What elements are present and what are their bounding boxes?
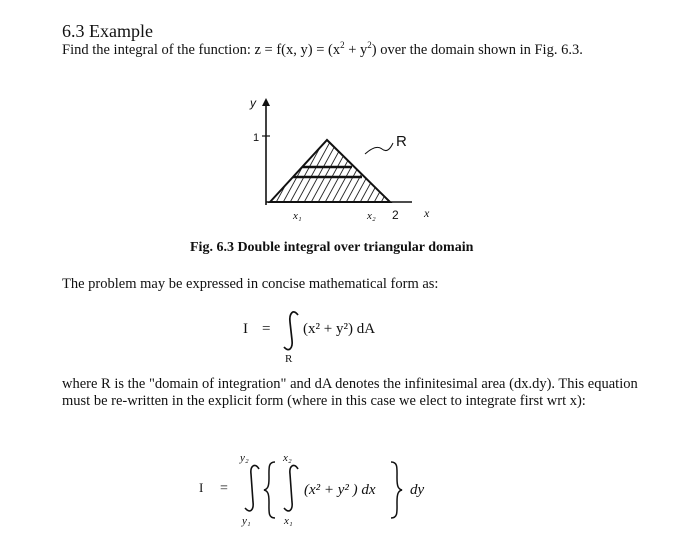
right-brace	[391, 462, 402, 518]
eq2-inner-integral-sign	[284, 465, 298, 510]
eq1-equals: =	[262, 321, 271, 337]
eq2-inner-lower: x₁	[284, 515, 293, 527]
problem-text-mid: + y	[344, 42, 368, 58]
eq2-lhs: I	[199, 480, 204, 495]
body-paragraph-2: where R is the "domain of integration" and dA denotes the infinitesimal area (dx.dy). This equation must be re-written in the explicit form (where in this case we elect to integrate first wrt x):	[62, 376, 638, 409]
eq2-equals: =	[220, 481, 228, 496]
eq2-integrand: (x² + y² ) dx	[304, 482, 376, 498]
x-axis-label: x	[424, 206, 430, 220]
y-axis-arrow	[262, 98, 270, 106]
eq1-lower-limit: R	[285, 353, 293, 365]
eq2-inner-upper: x₂	[283, 452, 292, 464]
x2-label: x₂	[367, 210, 376, 222]
x-tick-label: 2	[392, 208, 399, 222]
problem-text-before: Find the integral of the function: z = f(x, y) = (x	[62, 42, 341, 58]
eq2-outer-differential: dy	[410, 482, 425, 498]
eq1-integral-sign	[284, 312, 298, 350]
eq1-integrand: (x² + y²) dA	[303, 321, 376, 337]
y-axis-label: y	[250, 96, 256, 110]
y-tick-label: 1	[253, 132, 260, 144]
equation-1	[243, 312, 375, 365]
eq2-outer-lower: y₁	[242, 515, 251, 527]
problem-text-after: ) over the domain shown in Fig. 6.3.	[371, 42, 583, 58]
section-heading: 6.3 Example	[62, 21, 153, 41]
eq1-lhs: I	[243, 321, 248, 337]
region-label: R	[396, 133, 407, 150]
left-brace	[264, 462, 275, 518]
domain-figure	[240, 96, 447, 230]
eq2-outer-upper: y₂	[240, 452, 249, 464]
figure-caption: Fig. 6.3 Double integral over triangular domain	[190, 240, 474, 255]
body-paragraph-1: The problem may be expressed in concise mathematical form as:	[62, 276, 439, 292]
region-leader-line	[365, 143, 393, 154]
equation-2	[199, 452, 425, 527]
problem-exponent-1: 2	[340, 40, 345, 51]
problem-exponent-2: 2	[367, 40, 372, 51]
hatching	[240, 120, 447, 230]
eq2-outer-integral-sign	[245, 465, 259, 510]
x1-label: x₁	[293, 210, 302, 222]
